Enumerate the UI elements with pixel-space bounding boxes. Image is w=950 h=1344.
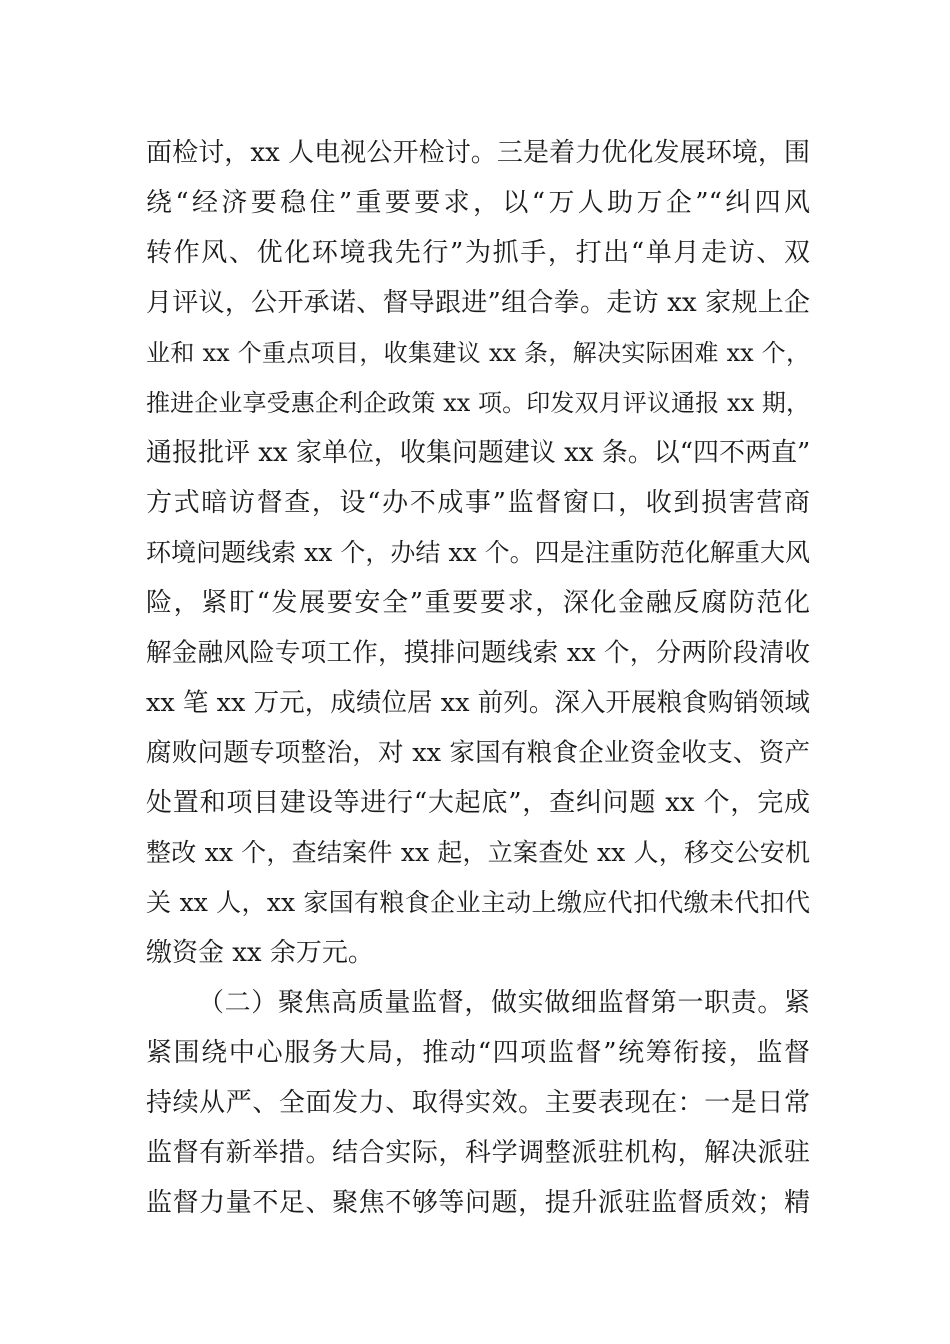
text-line: 绕“经济要稳住”重要要求，以“万人助万企”“纠四风 <box>146 188 810 218</box>
text-line: 业和 xx 个重点项目，收集建议 xx 条，解决实际困难 xx 个， <box>146 339 810 367</box>
text-line: 持续从严、全面发力、取得实效。主要表现在：一是日常 <box>146 1088 810 1118</box>
text-line: 紧围绕中心服务大局，推动“四项监督”统筹衔接，监督 <box>146 1038 810 1068</box>
text-line: 面检讨，xx 人电视公开检讨。三是着力优化发展环境，围 <box>146 138 810 168</box>
text-line: 整改 xx 个，查结案件 xx 起，立案查处 xx 人，移交公安机 <box>146 838 810 867</box>
text-line: 通报批评 xx 家单位，收集问题建议 xx 条。以“四不两直” <box>146 438 810 468</box>
text-line: 解金融风险专项工作，摸排问题线索 xx 个，分两阶段清收 <box>146 638 810 668</box>
text-line: 腐败问题专项整治，对 xx 家国有粮食企业资金收支、资产 <box>146 738 810 768</box>
text-line: 监督力量不足、聚焦不够等问题，提升派驻监督质效；精 <box>146 1188 810 1218</box>
text-line: 关 xx 人，xx 家国有粮食企业主动上缴应代扣代缴未代扣代 <box>146 888 810 917</box>
text-line: 险，紧盯“发展要安全”重要要求，深化金融反腐防范化 <box>146 588 810 618</box>
text-line: 缴资金 xx 余万元。 <box>146 938 374 968</box>
text-line: 处置和项目建设等进行“大起底”，查纠问题 xx 个，完成 <box>146 788 810 818</box>
text-line: 方式暗访督查，设“办不成事”监督窗口，收到损害营商 <box>146 488 810 518</box>
text-line: 转作风、优化环境我先行”为抓手，打出“单月走访、双 <box>146 238 810 268</box>
section-heading-line: （二）聚焦高质量监督，做实做细监督第一职责。紧 <box>198 988 810 1018</box>
text-line: 月评议，公开承诺、督导跟进”组合拳。走访 xx 家规上企 <box>146 288 810 318</box>
text-line: 监督有新举措。结合实际，科学调整派驻机构，解决派驻 <box>146 1138 810 1168</box>
text-line: 环境问题线索 xx 个，办结 xx 个。四是注重防范化解重大风 <box>146 538 810 567</box>
text-line: 推进企业享受惠企利企政策 xx 项。印发双月评议通报 xx 期， <box>146 389 810 417</box>
text-line: xx 笔 xx 万元，成绩位居 xx 前列。深入开展粮食购销领域 <box>146 688 810 718</box>
